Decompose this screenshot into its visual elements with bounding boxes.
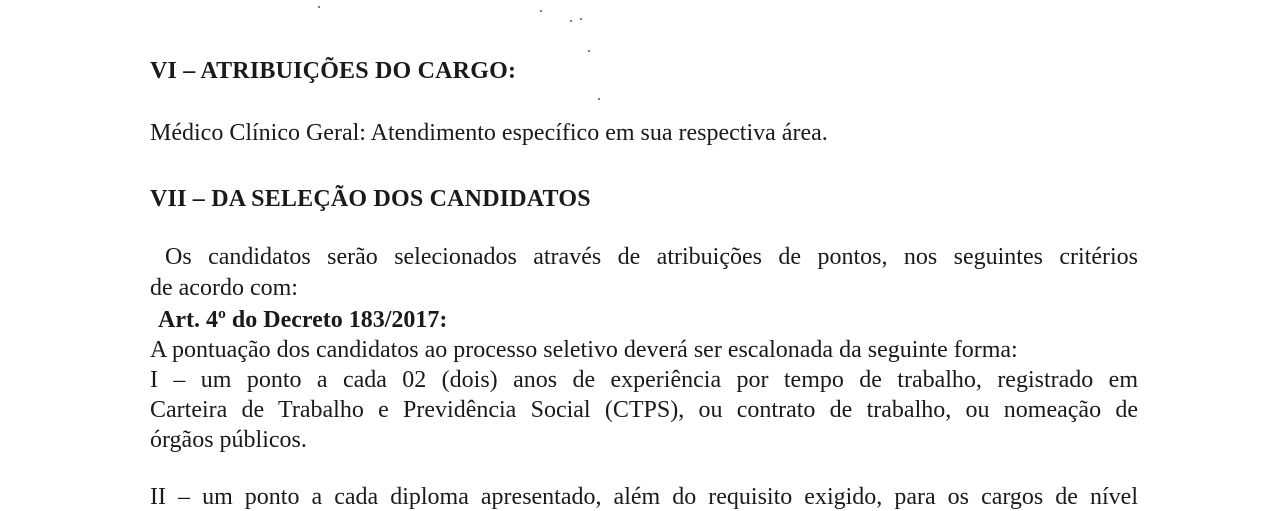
- section-vii-intro-line1: Os candidatos serão selecionados através de atribuições de pontos, nos seguintes critérios: [165, 244, 1138, 270]
- scan-speck: [580, 18, 582, 20]
- item1-line1: I – um ponto a cada 02 (dois) anos de experiência por tempo de trabalho, registrado em: [150, 367, 1138, 393]
- scan-speck: [318, 6, 320, 8]
- scan-speck: [598, 98, 600, 100]
- section-vii-intro-line2: de acordo com:: [150, 275, 298, 301]
- item2-line1-partial: II – um ponto a cada diploma apresentado, além do requisito exigido, para os cargos de nível: [150, 484, 1138, 510]
- section-vi-heading: VI – ATRIBUIÇÕES DO CARGO:: [150, 58, 517, 84]
- scoring-intro: A pontuação dos candidatos ao processo seletivo deverá ser escalonada da seguinte forma:: [150, 337, 1018, 363]
- section-vi-text: Médico Clínico Geral: Atendimento específico em sua respectiva área.: [150, 120, 828, 146]
- item1-line3: órgãos públicos.: [150, 427, 307, 453]
- scan-speck: [570, 20, 572, 22]
- article-reference: Art. 4º do Decreto 183/2017:: [158, 307, 448, 333]
- item1-line2: Carteira de Trabalho e Previdência Social (CTPS), ou contrato de trabalho, ou nomeação de: [150, 397, 1138, 423]
- scan-speck: [540, 10, 542, 12]
- scan-speck: [588, 50, 590, 52]
- section-vii-heading: VII – DA SELEÇÃO DOS CANDIDATOS: [150, 186, 591, 212]
